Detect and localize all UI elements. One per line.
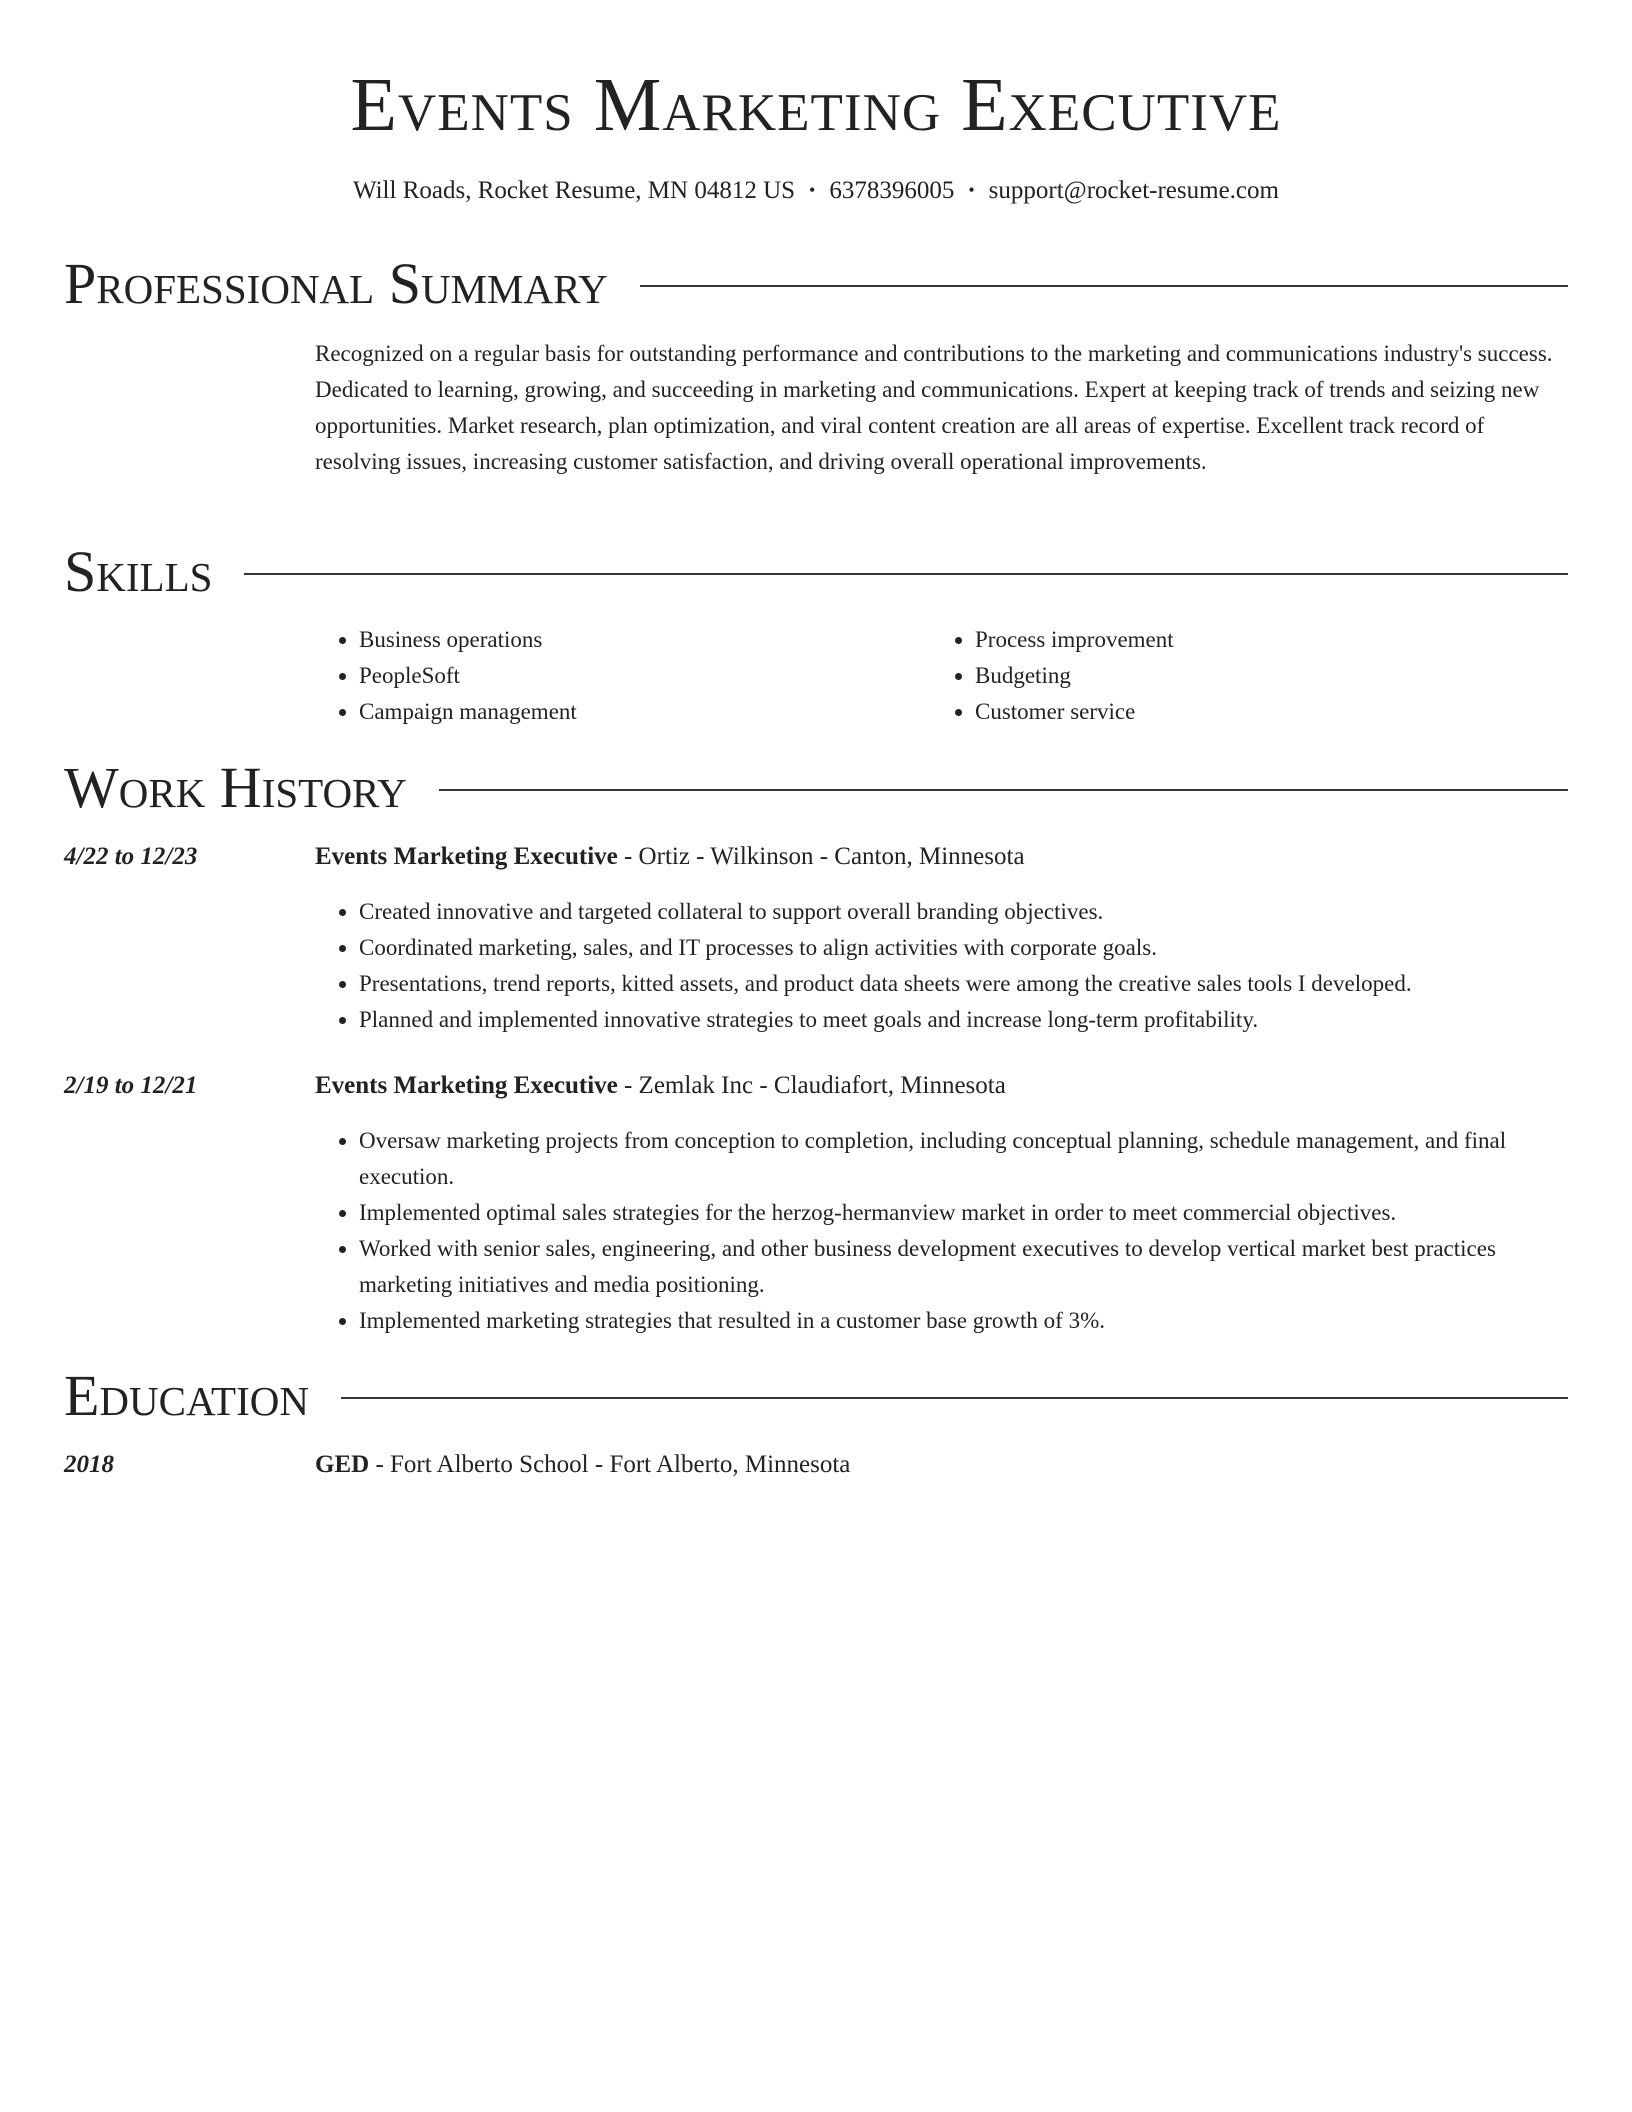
skills-list-left: [315, 622, 931, 730]
job-bullet: • Oversaw marketing projects from conception to completion, including conceptual planning, schedule management, and final execution.: [359, 1123, 1568, 1195]
contact-address: Will Roads, Rocket Resume, MN 04812 US: [353, 177, 796, 204]
resume-page: [64, 0, 1568, 1478]
contact-separator: •: [809, 180, 816, 200]
education-degree: GED: [315, 1451, 370, 1478]
job-bullet: • Planned and implemented innovative strategies to meet goals and increase long-term profitability.: [359, 1002, 1568, 1038]
contact-separator: •: [968, 180, 975, 200]
skill-item: • Customer service: [975, 694, 1547, 730]
job-employer: - Ortiz - Wilkinson - Canton, Minnesota: [617, 843, 1025, 870]
job-employer: - Zemlak Inc - Claudiafort, Minnesota: [617, 1072, 1006, 1099]
job-dates: 4/22 to 12/23: [64, 843, 198, 870]
education-heading-line: [315, 1448, 1568, 1482]
skills-body: [315, 622, 1568, 730]
summary-heading: Professional Summary: [64, 251, 608, 316]
skill-item: • Business operations: [359, 622, 931, 658]
contact-phone: 6378396005: [829, 177, 955, 204]
job-bullets: [315, 894, 1568, 1038]
work-heading: Work History: [64, 755, 407, 820]
section-divider: [640, 285, 1568, 287]
skills-list-right: [931, 622, 1547, 730]
job-heading: [315, 840, 1568, 874]
section-divider: [244, 573, 1568, 575]
contact-email: support@rocket-resume.com: [988, 177, 1279, 204]
work-section-header: [64, 756, 1568, 820]
job-title: Events Marketing Executive: [315, 1072, 618, 1099]
section-divider: [439, 789, 1568, 791]
skill-item: • Campaign management: [359, 694, 931, 730]
summary-body: [315, 336, 1568, 480]
job-bullets: [315, 1123, 1568, 1339]
summary-text: Recognized on a regular basis for outstanding performance and contributions to the marketing and communications industry's success. Dedicated to learning, growing, and succeeding in marketing and communications. Expert at keeping track of trends and seizing new opportunities. Market research, plan optimization, and viral content creation are all areas of expertise. Excellent track record of resolving issues, increasing customer satisfaction, and driving overall operational improvements.: [315, 341, 1553, 474]
job-bullet: • Implemented marketing strategies that resulted in a customer base growth of 3%.: [359, 1303, 1568, 1339]
skills-section-header: [64, 540, 1568, 604]
skill-item: • Budgeting: [975, 658, 1547, 694]
job-bullet: • Created innovative and targeted collateral to support overall branding objectives.: [359, 894, 1568, 930]
section-divider: [341, 1397, 1568, 1399]
skills-grid: [315, 622, 1568, 730]
job-title: Events Marketing Executive: [315, 843, 618, 870]
contact-line: [64, 174, 1568, 209]
resume-name: Events Marketing Executive: [350, 63, 1282, 147]
education-section-header: [64, 1364, 1568, 1428]
job-heading: [315, 1069, 1568, 1103]
job-bullet: • Worked with senior sales, engineering, and other business development executives to develop vertical market best practices marketing initiatives and media positioning.: [359, 1231, 1568, 1303]
skills-heading: Skills: [64, 539, 213, 604]
education-heading: Education: [64, 1363, 309, 1428]
skill-item: • Process improvement: [975, 622, 1547, 658]
summary-section-header: [64, 252, 1568, 316]
job-bullet: • Coordinated marketing, sales, and IT processes to align activities with corporate goals.: [359, 930, 1568, 966]
job-bullet: • Presentations, trend reports, kitted assets, and product data sheets were among the creative sales tools I developed.: [359, 966, 1568, 1002]
job-dates: 2/19 to 12/21: [64, 1072, 198, 1099]
skill-item: • PeopleSoft: [359, 658, 931, 694]
education-year: 2018: [64, 1451, 114, 1478]
education-school: - Fort Alberto School - Fort Alberto, Minnesota: [369, 1451, 851, 1478]
job-bullet: • Implemented optimal sales strategies for the herzog-hermanview market in order to meet commercial objectives.: [359, 1195, 1568, 1231]
